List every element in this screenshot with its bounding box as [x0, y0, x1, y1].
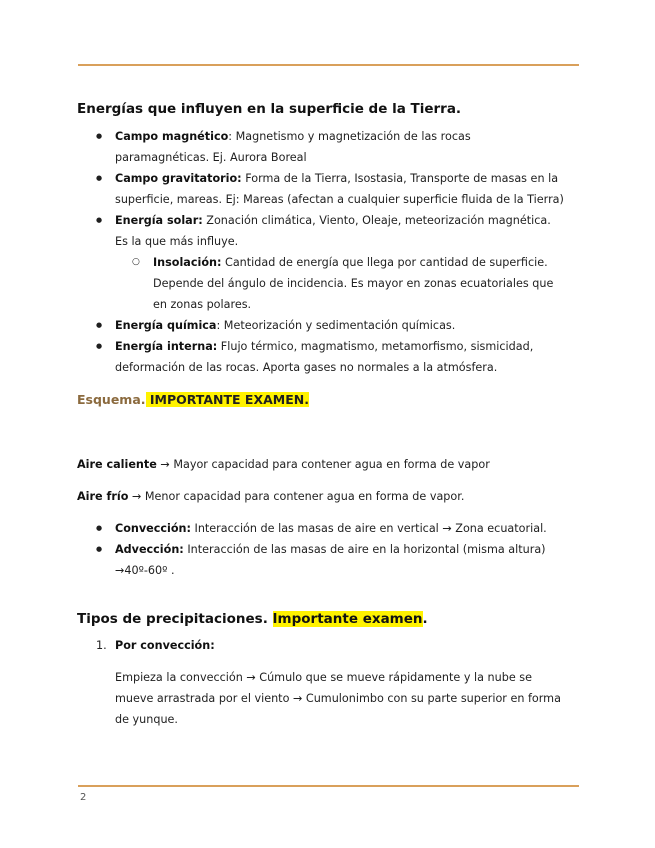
esquema-heading: Esquema. IMPORTANTE EXAMEN.	[77, 392, 309, 407]
list-item: ● Energía química: Meteorización y sedimentación químicas.	[96, 315, 566, 336]
list-item: 1. Por convección:	[96, 639, 215, 652]
list-item: ● Convección: Interacción de las masas de aire en vertical → Zona ecuatorial.	[96, 518, 566, 539]
aire-frio-line: Aire frío → Menor capacidad para contener agua en forma de vapor.	[77, 490, 465, 503]
conveccion-paragraph: Empieza la convección → Cúmulo que se mueve rápidamente y la nube se mueve arrastrada por el viento → Cumulonimbo con su parte superior en forma de yunque.	[115, 671, 561, 726]
page-number: 2	[80, 792, 87, 803]
section-title-precipitaciones: Tipos de precipitaciones. Importante examen.	[77, 611, 428, 627]
list-item: ● Campo gravitatorio: Forma de la Tierra, Isostasia, Transporte de masas en la superficie, mareas. Ej: Mareas (afectan a cualquier superficie fluida de la Tierra)	[96, 168, 566, 210]
precipitaciones-list	[96, 635, 566, 656]
sub-list	[115, 252, 566, 315]
sub-list-item: ○ Insolación: Cantidad de energía que llega por cantidad de superficie. Depende del ángulo de incidencia. Es mayor en zonas ecuatoriales que en zonas polares.	[115, 252, 566, 315]
list-item: ● Campo magnético: Magnetismo y magnetización de las rocas paramagnéticas. Ej. Aurora Boreal	[96, 126, 566, 168]
list-item: ● Energía solar: Zonación climática, Viento, Oleaje, meteorización magnética. Es la que más influye. ○ Insolación: Cantidad de energía que llega por cantidad de superficie. Depende del ángulo de incidencia. Es mayor en zonas ecuatoriales que en zonas polares.	[96, 210, 566, 315]
aire-caliente-line: Aire caliente → Mayor capacidad para contener agua en forma de vapor	[77, 458, 490, 471]
list-item: ● Advección: Interacción de las masas de aire en la horizontal (misma altura) →40º-60º .	[96, 539, 566, 581]
energias-list	[96, 126, 566, 378]
footer-rule	[78, 785, 579, 787]
section-title-energias: Energías que influyen en la superficie de la Tierra.	[77, 101, 462, 117]
conveccion-list	[96, 518, 566, 581]
list-item: ● Energía interna: Flujo térmico, magmatismo, metamorfismo, sismicidad, deformación de las rocas. Aporta gases no normales a la atmósfera.	[96, 336, 566, 378]
header-rule	[78, 64, 579, 66]
